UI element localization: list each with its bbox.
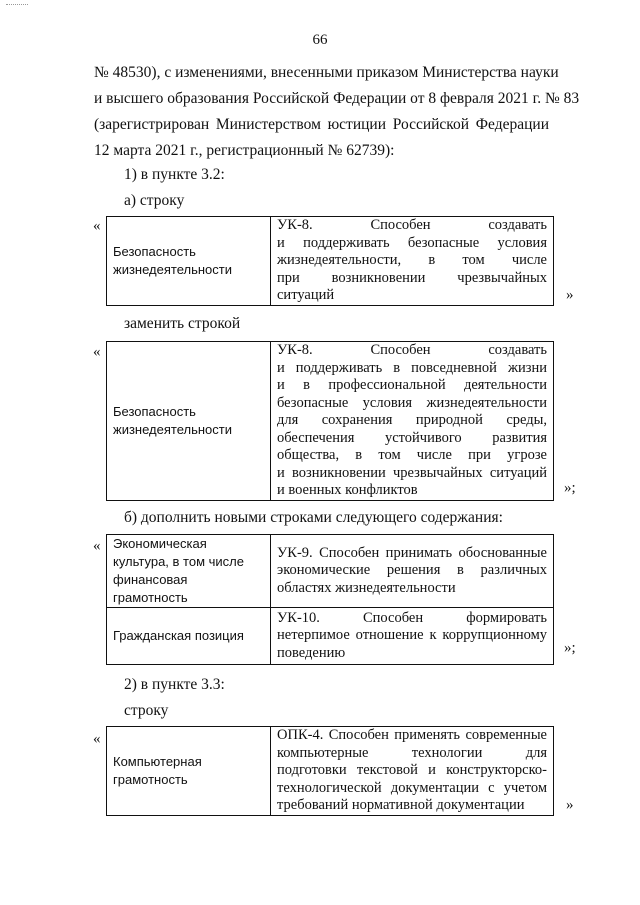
table-row — [107, 608, 554, 665]
open-quote-1: « — [93, 218, 101, 234]
table-4-name: Компьютерная грамотность — [107, 727, 271, 816]
desc-line: ОПК-4. Способен применять современные — [277, 727, 547, 743]
scan-mark — [6, 4, 28, 9]
desc-line: подготовки текстовой и конструкторско- — [277, 762, 547, 778]
item-2: 2) в пункте 3.3: — [124, 676, 225, 693]
desc-line: и поддерживать безопасные условия — [277, 234, 547, 251]
desc-line: УК-8. Способен создавать — [277, 342, 547, 358]
table-2-name: Безопасность жизнедеятельности — [107, 342, 271, 501]
close-quote-4: » — [566, 797, 574, 813]
desc-line: требований нормативной документации — [277, 797, 525, 813]
item-1a: а) строку — [124, 192, 185, 209]
table-3 — [106, 534, 554, 665]
table-2 — [106, 341, 554, 501]
table-row — [107, 217, 554, 306]
desc-line: компьютерные технологии для — [277, 744, 547, 761]
desc-line: технологической документации с учетом — [277, 779, 547, 796]
table-3-row-2-description — [271, 608, 554, 665]
table-2-description — [271, 342, 554, 501]
open-quote-4: « — [93, 731, 101, 747]
open-quote-3: « — [93, 538, 101, 554]
table-1 — [106, 216, 554, 306]
table-row — [107, 342, 554, 501]
desc-line: общества, в том числе при угрозе — [277, 447, 547, 463]
page-number: 66 — [312, 32, 328, 48]
desc-line: и возникновении чрезвычайных ситуаций — [277, 464, 547, 481]
open-quote-2: « — [93, 344, 101, 360]
desc-line: экономические решения в различных — [277, 562, 547, 579]
table-3-row-1-description — [271, 535, 554, 608]
close-quote-2: »; — [564, 480, 576, 496]
table-1-name: Безопасность жизнедеятельности — [107, 217, 271, 306]
desc-line: безопасные условия жизнедеятельности — [277, 394, 547, 411]
item-2a: строку — [124, 702, 169, 719]
desc-line: нетерпимое отношение к коррупционному — [277, 627, 547, 644]
desc-line: для сохранения природной среды, — [277, 412, 547, 428]
table-row — [107, 535, 554, 608]
desc-line: ситуаций — [277, 287, 335, 303]
intro-line-2: и высшего образования Российской Федерации от 8 февраля 2021 г. № 83 — [94, 90, 580, 107]
table-3-row-1-name: Экономическая культура, в том числе финансовая грамотность — [107, 535, 271, 608]
desc-line: УК-8. Способен создавать — [277, 217, 547, 233]
close-quote-1: » — [566, 287, 574, 303]
item-1: 1) в пункте 3.2: — [124, 166, 225, 183]
desc-line: и в профессиональной деятельности — [277, 377, 547, 393]
desc-line: и военных конфликтов — [277, 482, 418, 498]
table-4 — [106, 726, 554, 816]
desc-line: при возникновении чрезвычайных — [277, 269, 547, 286]
item-1b: б) дополнить новыми строками следующего содержания: — [124, 509, 503, 526]
desc-line: поведению — [277, 644, 346, 661]
desc-line: и поддерживать в повседневной жизни — [277, 359, 547, 376]
table-1-description — [271, 217, 554, 306]
intro-line-1: № 48530), с изменениями, внесенными приказом Министерства науки — [94, 64, 559, 81]
table-row — [107, 727, 554, 816]
intro-line-3: (зарегистрирован Министерством юстиции Российской Федерации — [94, 116, 549, 133]
desc-line: жизнедеятельности, в том числе — [277, 252, 547, 268]
replace-text: заменить строкой — [124, 315, 241, 332]
desc-line: областях жизнедеятельности — [277, 579, 456, 596]
intro-line-4: 12 марта 2021 г., регистрационный № 62739): — [94, 142, 395, 159]
table-3-row-2-name: Гражданская позиция — [107, 608, 271, 665]
desc-line: УК-10. Способен формировать — [277, 609, 547, 626]
close-quote-3: »; — [564, 640, 576, 656]
desc-line: УК-9. Способен принимать обоснованные — [277, 544, 547, 561]
desc-line: обеспечения устойчивого развития — [277, 429, 547, 446]
table-4-description — [271, 727, 554, 816]
